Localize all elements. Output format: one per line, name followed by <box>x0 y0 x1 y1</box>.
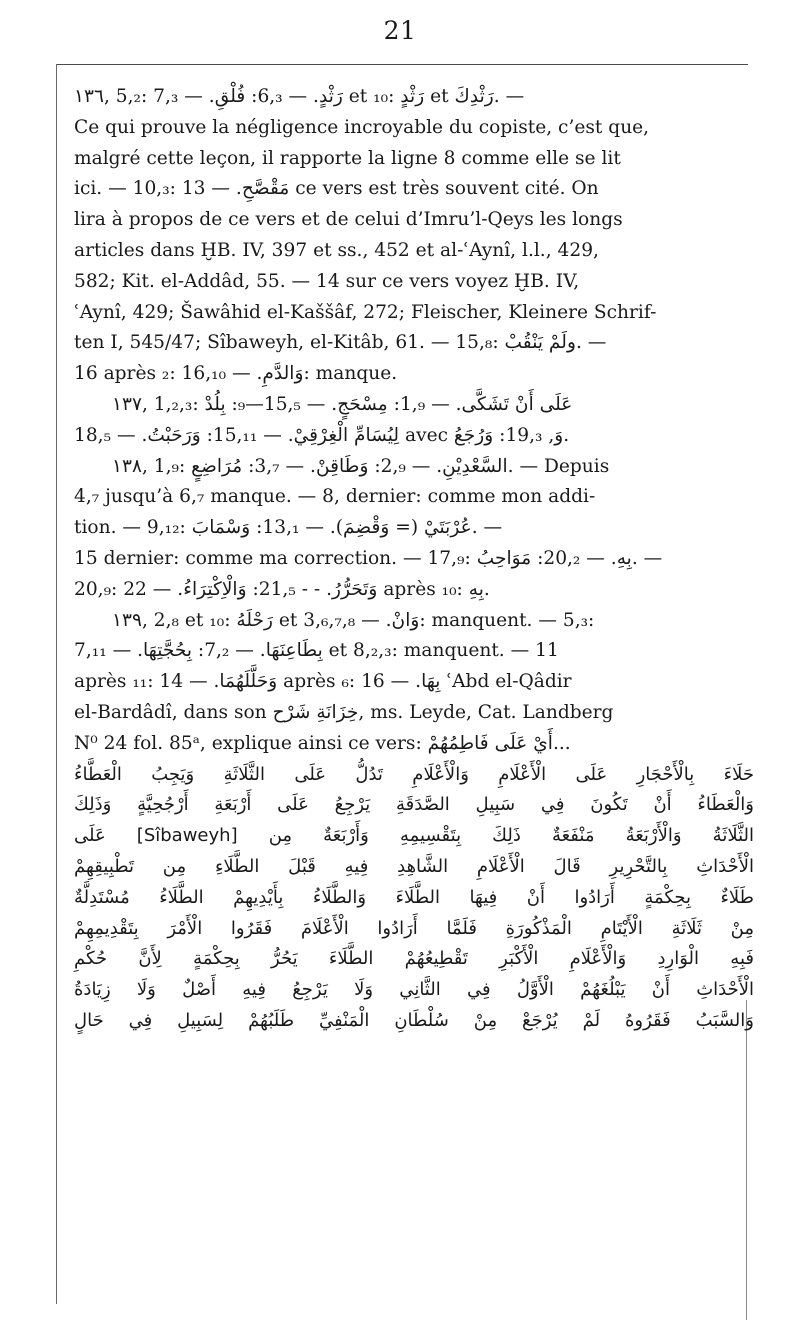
text-line: 20,₉: وَتَحَرُّرُ. - - 21,₅: وَالْاِكْتِرَاءُ. — 22 après ₁₀: بِهِ. <box>74 578 490 600</box>
arabic-line: فَبِهِ الْوَارِدِ وَالْأَعْلَامِ الْأَكْبَرِ تَقْطِيعُهُمْ الطَّلَاءَ يَحُرُّ بِحِكْمَةٍ لِأَنَّ حُكْمِ <box>74 948 754 970</box>
arabic-line: وَالسَّبَبُ فَقَرُوهُ لَمْ يُرْجَعْ مِنْ سُلْطَانِ الْمَنْفِيِّ طَلَبُهُمْ لِسَبِيلِ فِي حَالٍ <box>74 1009 754 1031</box>
text-line: ١٣٧, 1,₂,₃: عَلَى أَنْ تَشَكَّى. — 1,₉: مِسْحَجٍ. — 15,₅—₉: بِلُدْ <box>112 393 573 415</box>
arabic-line: الْأَحْدَاثِ أَنْ يَبْلُغَهُمْ الْأَوَّلُ فِي الثَّانِي وَلَا يَرْجِعُ فِيهِ أَصْلٌ وَلَا زِيَادَةُ <box>74 979 754 1001</box>
arabic-line: مِنْ ثَلَاثَةِ الْأَيْتَامِ الْمَذْكُورَةِ فَلَمَّا أَرَادُوا الْأَعْلَامَ فَقَرُوا الْأَمْرَ بِتَقْدِيمِهِمْ <box>74 917 754 939</box>
text-line: N⁰ 24 fol. 85ᵃ, explique ainsi ce vers: أَيْ عَلَى فَاطِمُهُمْ... <box>74 732 571 754</box>
text-line: لِيُسَامِّ الْغِرْقِيْ. — 15,₁₁: وَرَحَبْتُ. — 18,₅ avec وَ, 19,₃: وَرُجَعُ. <box>74 424 570 446</box>
arabic-line: الْأَحْدَاثِ بِالتَّحْرِيرِ قَالَ الْأَعْلَامِ الشَّاهِدِ فِيهِ قَبْلَ الطَّلَاءِ مِن تَطْبِيقِهِمْ <box>74 855 754 877</box>
text-line: ١٣٨, 1,₉: السَّعْدِيْنِ. — 2,₉: وَطَاقِنْ. — 3,₇: مُرَاضِعٍ. — Depuis <box>112 455 610 477</box>
left-margin-line <box>56 64 57 1304</box>
paragraph <box>74 82 754 390</box>
arabic-line: حَلَاءَ بِالْأَحْجَارِ عَلَى الْأَعْلَامِ وَالْأَعْلَامِ تَدُلُّ عَلَى الثَّلَاثَةِ وَيَجِبُ الْعَطَّاءُ <box>74 763 754 785</box>
text-line: ten I, 545/47; Sîbaweyh, el-Kitâb, 61. — 15,₈: ولَمْ يَنْقُبْ. — <box>74 332 607 354</box>
text-body <box>74 82 754 1037</box>
right-margin-mark <box>746 1000 747 1320</box>
arabic-line: طَلَاءٌ بِحِكْمَةٍ أَرَادُوا أَنْ فِيهَا الطَّلَاءَ وَالطَّلَاءُ بِأَيْدِيهِمْ الطَّلَاءُ مُسْتَدِلَّةٌ <box>74 886 754 908</box>
text-line: 4,₇ jusqu’à 6,₇ manque. — 8, dernier: comme mon addi- <box>74 486 596 508</box>
text-line: بِطَاعِنَهَا. — 7,₂: بِحُجَّتِهَا. — 7,₁₁ et 8,₂,₃: manquent. — 11 <box>74 640 559 662</box>
arabic-line: الثَّلَاثَةُ وَالْأَرْبَعَةُ مَنْفَعَةٌ ذَلِكَ بِتَقْسِيمِهِ وَأَرْبَعَةٌ مِن [Sîbaweyh] عَلَى <box>74 825 754 847</box>
arabic-quotation <box>74 760 754 1037</box>
text-line: el-Bardâdî, dans son خِزَانَةِ شَرْح, ms. Leyde, Cat. Landberg <box>74 701 614 723</box>
text-line: ١٣٦, 5,₂: رَثْدٍ. — 6,₃: فُلْقِ. — 7,₃ et ₁₀: رَثْدٍ et رَثْدِكَ. — <box>74 86 525 107</box>
text-line: lira à propos de ce vers et de celui d’Imru’l-Qeys les longs <box>74 209 623 231</box>
text-line: ici. — 10,₃: مَقْصَّحِ. — 13 ce vers est très souvent cité. On <box>74 178 599 200</box>
text-line: articles dans ḪB. IV, 397 et ss., 452 et al-ʿAynî, l.l., 429, <box>74 239 599 261</box>
text-line: tion. — 9,₁₂: عُرْبَتَيْ (= وَقْضِمَ). — 13,₁: وَسْمَابَ. — <box>74 517 503 539</box>
text-line: 16 après ₂: وَالدَّمِ. — 16,₁₀: manque. <box>74 363 398 385</box>
text-line: malgré cette leçon, il rapporte la ligne 8 comme elle se lit <box>74 147 621 169</box>
top-rule <box>56 64 748 65</box>
text-line: après ₁₁: وَحَلَّلَهُمَا. — 14 après ₆: بِهَا. — 16 ʿAbd el-Qâdir <box>74 671 572 693</box>
text-line: 15 dernier: comme ma correction. — 17,₉: بِهِ. — 20,₂: مَوَاحِبُ. — <box>74 547 663 569</box>
arabic-line: وَالْعَطَاءُ أَنْ تَكُونَ فِي سَبِيلِ الصَّدَقَةِ يَرْجِعُ عَلَى أَرْبَعَةِ أَرْجُحِيَّةٍ وَذَلِكَ <box>74 794 754 816</box>
paragraph <box>74 390 754 760</box>
text-line: ʿAynî, 429; Šawâhid el-Kaššâf, 272; Fleischer, Kleinere Schrif- <box>74 301 657 323</box>
text-line: Ce qui prouve la négligence incroyable du copiste, c’est que, <box>74 116 650 138</box>
text-line: 582; Kit. el-Addâd, 55. — 14 sur ce vers voyez ḪB. IV, <box>74 270 580 292</box>
page-number: 21 <box>383 16 417 45</box>
text-line: ١٣٩, 2,₈ et ₁₀: رَحْلَهُ et وَانْ. — 3,₆,₇,₈: manquent. — 5,₃: <box>112 609 595 631</box>
